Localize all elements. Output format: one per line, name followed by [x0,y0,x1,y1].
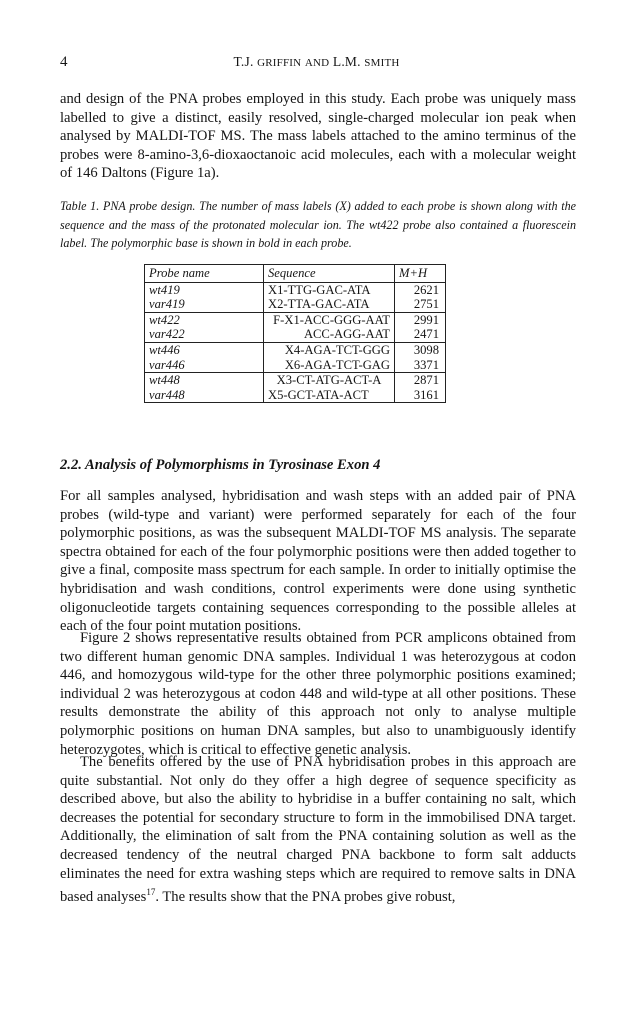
sequence-cell: X1-TTG-GAC-ATA [264,282,395,297]
table-caption-body [60,197,576,253]
mass-cell: 2471 [395,327,446,342]
header-sequence: Sequence [264,265,395,283]
citation-17: 17 [146,887,156,898]
mass-cell: 3371 [395,358,446,373]
author-2-surname: SMITH [364,57,400,69]
table-row [145,312,446,327]
section-number: 2.2. [60,457,82,473]
sequence-cell: X6-AGA-TCT-GAG [264,358,395,373]
sequence-cell: X2-TTA-GAC-ATA [264,297,395,312]
paragraph-results: Figure 2 shows representative results obtained from PCR amplicons obtained from two different human genomic DNA samples. Individual 1 was heterozygous at codon 446, and homozygous wild-type for the other three polymorphic positions examined; individual 2 was heterozygous at codon 448 and wild-type at all other positions. These results demonstrate the ability of this approach not only to analyse multiple polymorphic positions on human DNA samples, but also to unambiguously identify heterozygotes, which is critical to effective genetic analysis. [60,630,576,758]
probe-name-cell: wt448 [145,373,264,388]
section-heading [60,457,380,474]
table-header-row [145,265,446,283]
probe-name-cell: wt422 [145,312,264,327]
sequence-cell: X3-CT-ATG-ACT-A [264,373,395,388]
section-title: Analysis of Polymorphisms in Tyrosinase Exon 4 [85,457,381,473]
mass-cell: 2871 [395,373,446,388]
probe-name-cell: var419 [145,297,264,312]
running-header [0,54,633,70]
header-probe-name: Probe name [145,265,264,283]
author-2-initials: L.M. [332,54,361,69]
paragraph-hybridisation: For all samples analysed, hybridisation and wash steps with an added pair of PNA probes (wild-type and variant) were performed separately for each of the four polymorphic positions, as was the subsequent MALDI-TOF MS analysis. The separate spectra obtained for each of the four polymorphic positions were then added together to give a final, composite mass spectrum for each sample. In order to initially optimise the hybridisation and wash conditions, control experiments were done using synthetic oligonucleotide targets containing sequences corresponding to the possible alleles at each of the four point mutation positions. [60,488,576,635]
paragraph-benefits [60,753,576,907]
table-caption-label: Table 1. [60,199,100,213]
paragraph-benefits-tail: . The results show that the PNA probes give robust, [155,889,456,906]
probe-name-cell: var422 [145,327,264,342]
table-row [145,388,446,403]
probe-table [144,264,446,403]
probe-table-body [145,282,446,403]
table-row [145,282,446,297]
table-row [145,373,446,388]
paragraph-benefits-text: The benefits offered by the use of PNA hybridisation probes in this approach are quite substantial. Not only do they offer a high degree of sequence specificity as described above, but also the ability to hybridise in a buffer containing no salt, which decreases the potential for secondary structure to form in the immobilised DNA target. Additionally, the elimination of salt from the PNA containing solution as well as the decreased tendency of the neutral charged PNA backbone to form salt adducts eliminates the need for extra washing steps which are required to remove salts in DNA based analyses [60,754,576,906]
sequence-cell: F-X1-ACC-GGG-AAT [264,312,395,327]
intro-paragraph: and design of the PNA probes employed in this study. Each probe was uniquely mass labelled to give a distinct, easily resolved, single-charged molecular ion peak when analysed by MALDI-TOF MS. The mass labels attached to the amino terminus of the probes were 8-amino-3,6-dioxaoctanoic acid molecules, each with a molecular weight of 146 Daltons (Figure 1a). [60,91,576,182]
table-row [145,297,446,312]
author-1-initials: T.J. [233,54,254,69]
mass-cell: 2621 [395,282,446,297]
probe-name-cell: var446 [145,358,264,373]
table-row [145,327,446,342]
sequence-cell: ACC-AGG-AAT [264,327,395,342]
table-caption [60,197,576,253]
mass-cell: 3098 [395,342,446,357]
author-1-surname: GRIFFIN [257,57,302,69]
mass-cell: 2991 [395,312,446,327]
probe-name-cell: wt419 [145,282,264,297]
table-row [145,342,446,357]
probe-name-cell: var448 [145,388,264,403]
probe-name-cell: wt446 [145,342,264,357]
header-mass: M+H [395,265,446,283]
mass-cell: 2751 [395,297,446,312]
mass-cell: 3161 [395,388,446,403]
page-number: 4 [60,54,68,70]
sequence-cell: X4-AGA-TCT-GGG [264,342,395,357]
table-row [145,358,446,373]
sequence-cell: X5-GCT-ATA-ACT [264,388,395,403]
table-caption-text: PNA probe design. The number of mass labels (X) added to each probe is shown along with the sequence and the mass of the protonated molecular ion. The wt422 probe also contained a fluorescein label. The polymorphic base is shown in bold in each probe. [60,199,576,251]
author-connector: AND [304,57,330,69]
